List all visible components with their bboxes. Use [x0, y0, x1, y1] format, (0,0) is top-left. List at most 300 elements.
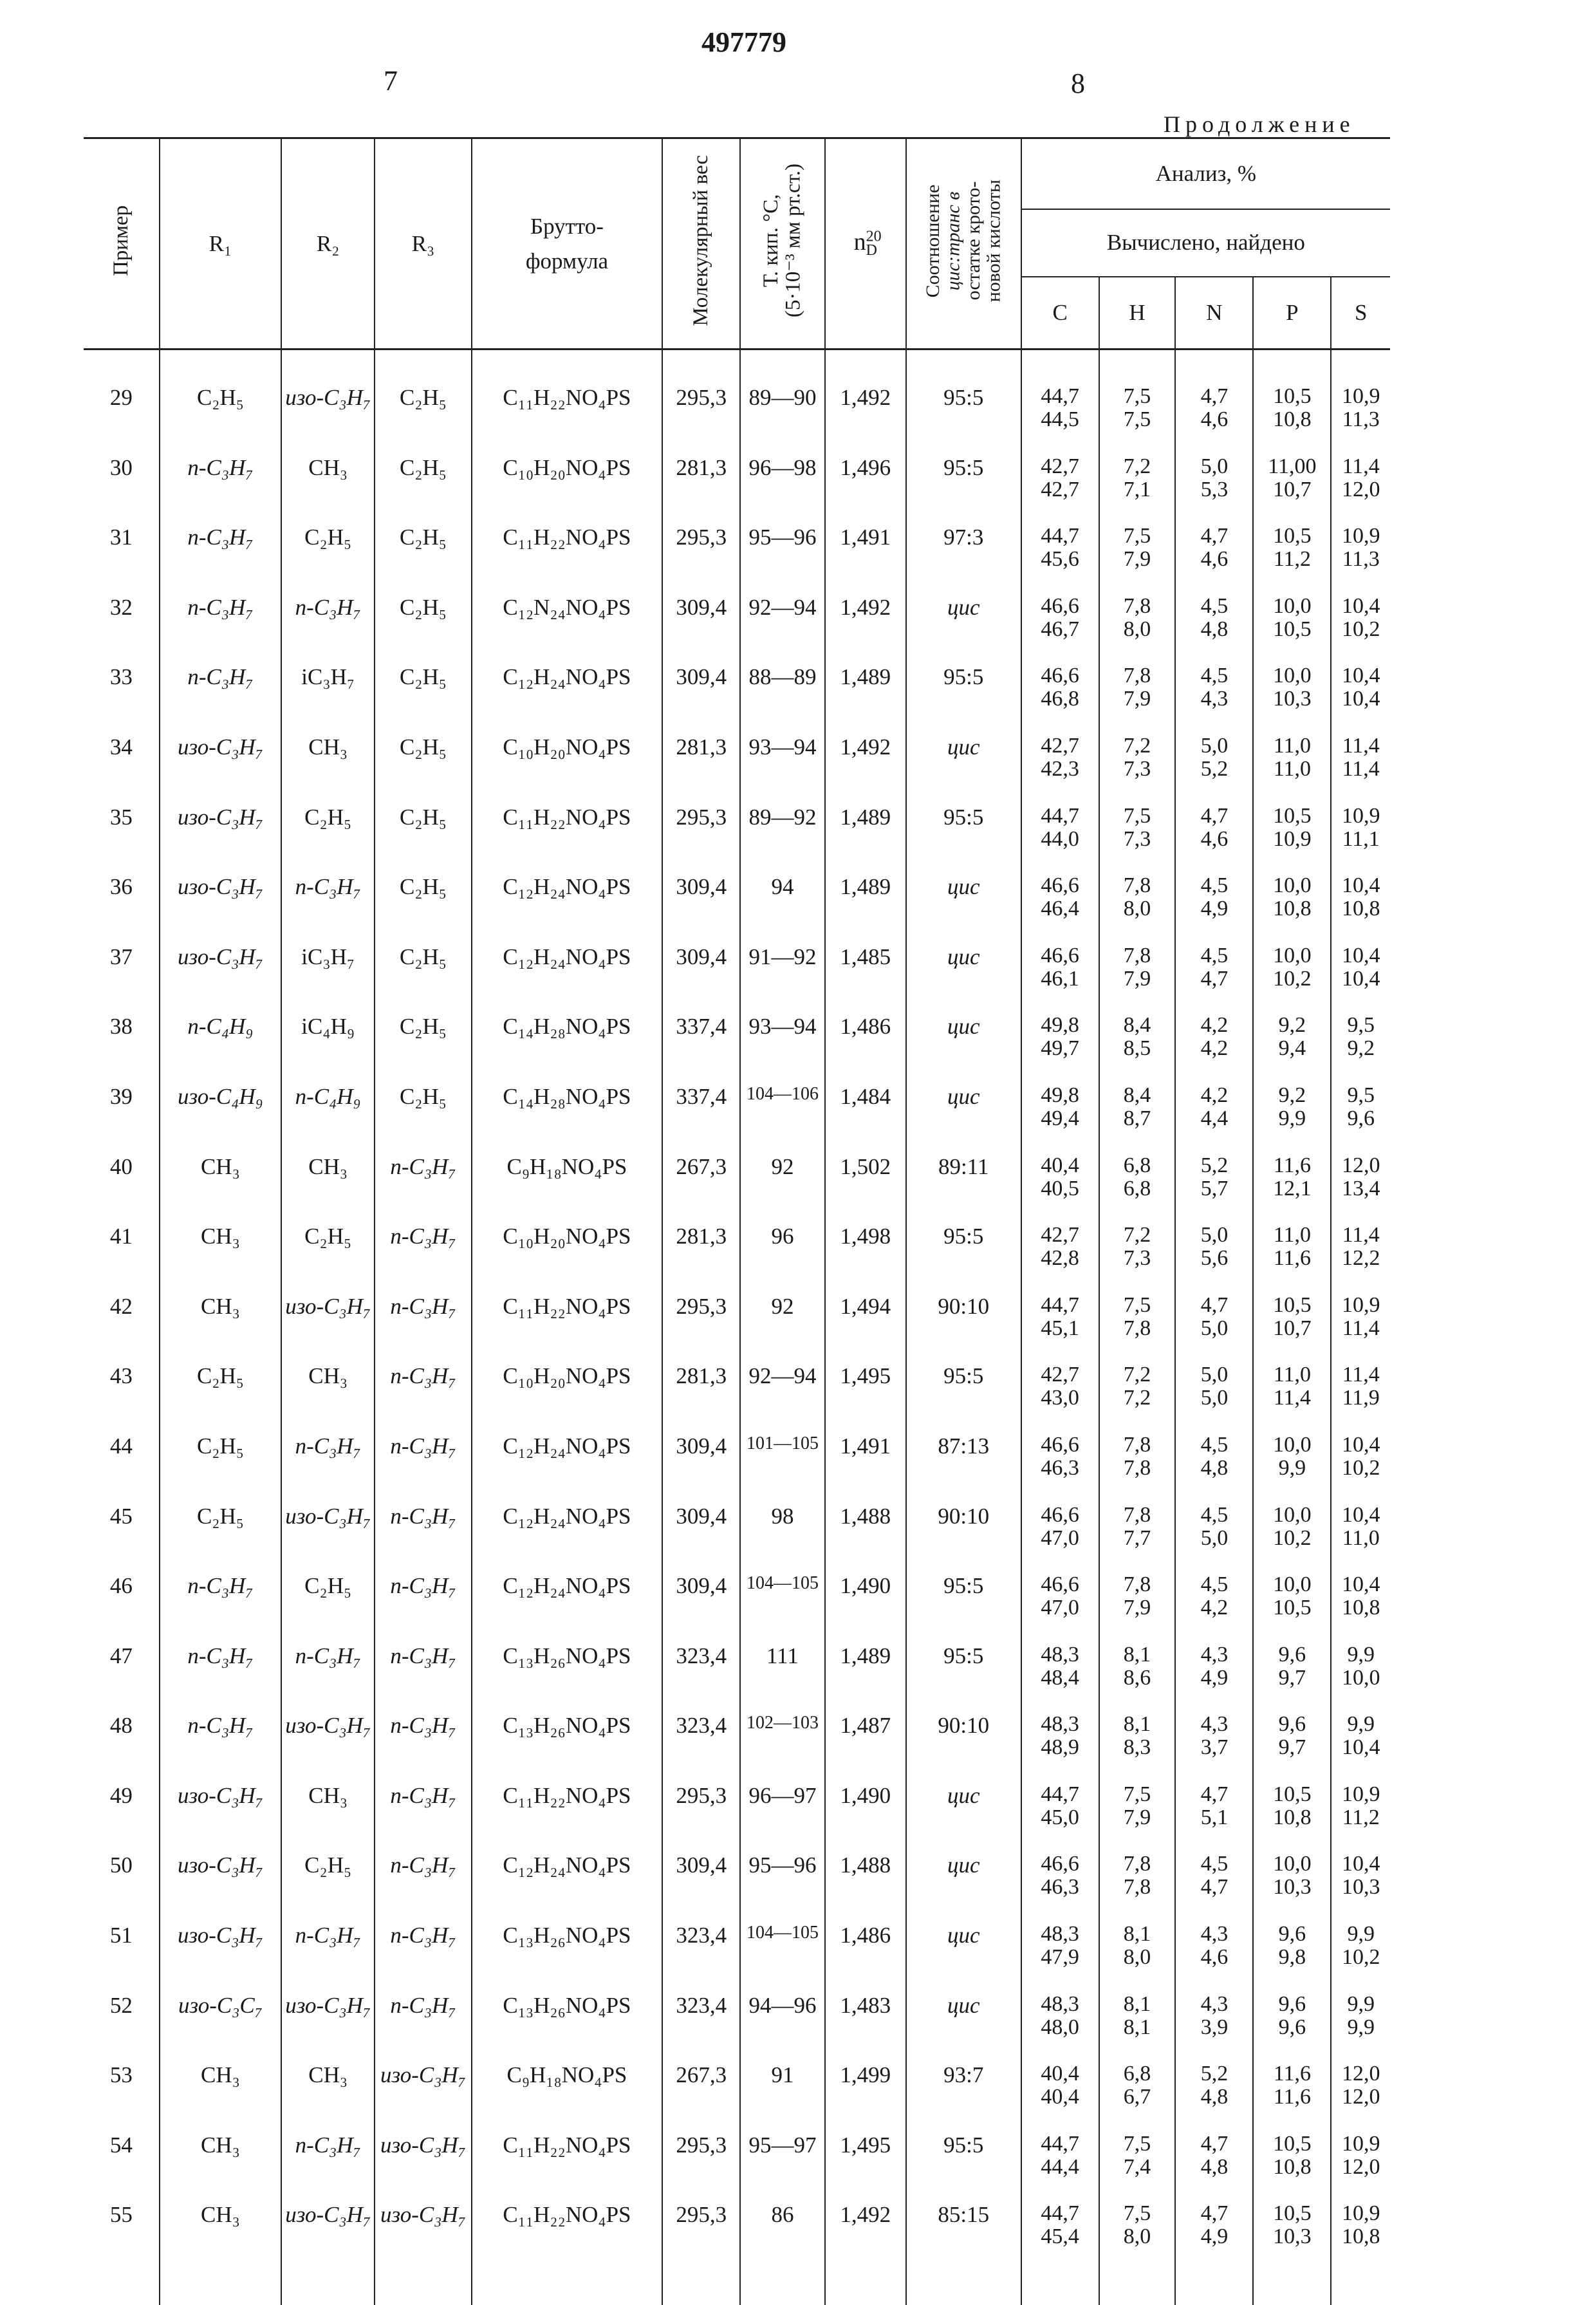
- header-bp-line1: Т. кип. °С,: [759, 194, 783, 288]
- header-analysis: Анализ, %: [1021, 138, 1390, 209]
- table-row: [84, 1911, 1390, 1981]
- refractive-index-cell: 1,498: [825, 1212, 906, 1282]
- nitrogen-cell: 4,7 4,6: [1175, 350, 1253, 443]
- carbon-cell: 46,6 46,7: [1021, 583, 1099, 653]
- table-row: [84, 2121, 1390, 2191]
- refractive-index-cell: 1,488: [825, 1492, 906, 1562]
- boiling-point-cell: 91—92: [740, 933, 824, 1003]
- sulfur-cell: 9,9 10,0: [1331, 1632, 1390, 1702]
- carbon-cell: 44,7 45,0: [1021, 1771, 1099, 1842]
- refractive-index-cell: 1,486: [825, 1002, 906, 1072]
- r2-cell: CH₃: [281, 2051, 375, 2121]
- sulfur-cell: 10,4 10,8: [1331, 863, 1390, 933]
- nitrogen-cell: 4,5 4,9: [1175, 863, 1253, 933]
- ratio-cell: 87:13: [906, 1422, 1021, 1492]
- phosphorus-cell: 9,6 9,8: [1253, 1911, 1331, 1981]
- r2-cell: C₂H₅: [281, 1841, 375, 1911]
- boiling-point-cell: 104—105: [740, 1562, 824, 1632]
- table-row: [84, 1841, 1390, 1911]
- hydrogen-cell: 7,5 7,4: [1099, 2121, 1176, 2191]
- r3-cell: n-C₃H₇: [375, 1981, 471, 2051]
- hydrogen-cell: 8,4 8,5: [1099, 1002, 1176, 1072]
- sulfur-cell: 9,9 9,9: [1331, 1981, 1390, 2051]
- nitrogen-cell: 5,2 5,7: [1175, 1143, 1253, 1213]
- ratio-cell: 95:5: [906, 350, 1021, 443]
- r2-cell: n-C₃H₇: [281, 583, 375, 653]
- ratio-cell: 85:15: [906, 2190, 1021, 2305]
- refractive-index-cell: 1,490: [825, 1771, 906, 1842]
- r2-cell: изо-C₃H₇: [281, 350, 375, 443]
- hydrogen-cell: 7,5 7,9: [1099, 1771, 1176, 1842]
- formula-cell: C₁₂N₂₄NO₄PS: [472, 583, 663, 653]
- sulfur-cell: 10,4 11,0: [1331, 1492, 1390, 1562]
- example-cell: 41: [109, 1224, 133, 1249]
- sulfur-cell: 10,4 10,3: [1331, 1841, 1390, 1911]
- formula-cell: C₁₀H₂₀NO₄PS: [472, 1352, 663, 1422]
- formula-cell: C₁₃H₂₆NO₄PS: [472, 1911, 663, 1981]
- r1-cell: CH₃: [160, 2051, 281, 2121]
- r3-cell: изо-C₃H₇: [375, 2051, 471, 2121]
- hydrogen-cell: 7,5 7,8: [1099, 1282, 1176, 1352]
- r3-cell: C₂H₅: [375, 350, 471, 443]
- formula-cell: C₁₁H₂₂NO₄PS: [472, 2121, 663, 2191]
- r3-cell: n-C₃H₇: [375, 1562, 471, 1632]
- page-number-right: 8: [1071, 68, 1085, 99]
- page-number-left: 7: [384, 65, 398, 97]
- r3-cell: n-C₃H₇: [375, 1492, 471, 1562]
- sulfur-cell: 11,4 12,2: [1331, 1212, 1390, 1282]
- r3-cell: C₂H₅: [375, 863, 471, 933]
- example-cell: 50: [109, 1852, 133, 1878]
- sulfur-cell: 10,4 10,8: [1331, 1562, 1390, 1632]
- formula-cell: C₁₁H₂₂NO₄PS: [472, 1771, 663, 1842]
- table-row: [84, 1422, 1390, 1492]
- carbon-cell: 49,8 49,7: [1021, 1002, 1099, 1072]
- sulfur-cell: 11,4 11,9: [1331, 1352, 1390, 1422]
- boiling-point-cell: 92: [740, 1282, 824, 1352]
- nitrogen-cell: 4,7 4,8: [1175, 2121, 1253, 2191]
- r1-cell: n-C₃H₇: [160, 1632, 281, 1702]
- formula-cell: C₁₂H₂₄NO₄PS: [472, 863, 663, 933]
- ratio-cell: цис: [906, 1072, 1021, 1143]
- header-r1: R₁: [160, 138, 281, 350]
- r2-cell: n-C₄H₉: [281, 1072, 375, 1143]
- hydrogen-cell: 7,2 7,1: [1099, 443, 1176, 514]
- r1-cell: изо-C₃H₇: [160, 1911, 281, 1981]
- formula-cell: C₁₀H₂₀NO₄PS: [472, 723, 663, 793]
- phosphorus-cell: 10,5 10,7: [1253, 1282, 1331, 1352]
- mol-weight-cell: 309,4: [662, 1492, 740, 1562]
- ratio-cell: 95:5: [906, 1562, 1021, 1632]
- mol-weight-cell: 309,4: [662, 1562, 740, 1632]
- header-refractive-index: $n^{20}_D$: [825, 138, 906, 350]
- ratio-cell: цис: [906, 1911, 1021, 1981]
- r1-cell: изо-C₃H₇: [160, 1841, 281, 1911]
- nitrogen-cell: 4,7 5,1: [1175, 1771, 1253, 1842]
- r3-cell: C₂H₅: [375, 793, 471, 863]
- phosphorus-cell: 10,0 10,8: [1253, 863, 1331, 933]
- r2-cell: iC₄H₉: [281, 1002, 375, 1072]
- carbon-cell: 42,7 43,0: [1021, 1352, 1099, 1422]
- refractive-index-cell: 1,495: [825, 2121, 906, 2191]
- carbon-cell: 42,7 42,7: [1021, 443, 1099, 514]
- r1-cell: C₂H₅: [160, 1352, 281, 1422]
- r2-cell: изо-C₃H₇: [281, 1492, 375, 1562]
- phosphorus-cell: 9,6 9,7: [1253, 1632, 1331, 1702]
- ratio-cell: цис: [906, 583, 1021, 653]
- nitrogen-cell: 5,2 4,8: [1175, 2051, 1253, 2121]
- carbon-cell: 42,7 42,8: [1021, 1212, 1099, 1282]
- sulfur-cell: 12,0 12,0: [1331, 2051, 1390, 2121]
- hydrogen-cell: 8,1 8,6: [1099, 1632, 1176, 1702]
- boiling-point-cell: 95—96: [740, 1841, 824, 1911]
- table-row: [84, 583, 1390, 653]
- nitrogen-cell: 5,0 5,6: [1175, 1212, 1253, 1282]
- sulfur-cell: 10,9 11,3: [1331, 350, 1390, 443]
- r3-cell: C₂H₅: [375, 1002, 471, 1072]
- ratio-cell: 93:7: [906, 2051, 1021, 2121]
- carbon-cell: 46,6 46,8: [1021, 653, 1099, 723]
- refractive-index-cell: 1,488: [825, 1841, 906, 1911]
- header-nd-sup: 20: [866, 228, 882, 245]
- r3-cell: C₂H₅: [375, 583, 471, 653]
- hydrogen-cell: 7,8 8,0: [1099, 863, 1176, 933]
- mol-weight-cell: 309,4: [662, 863, 740, 933]
- formula-cell: C₁₁H₂₂NO₄PS: [472, 1282, 663, 1352]
- example-cell: 36: [109, 874, 133, 900]
- nitrogen-cell: 4,3 3,7: [1175, 1701, 1253, 1771]
- r3-cell: C₂H₅: [375, 653, 471, 723]
- carbon-cell: 48,3 48,9: [1021, 1701, 1099, 1771]
- r2-cell: n-C₃H₇: [281, 2121, 375, 2191]
- carbon-cell: 42,7 42,3: [1021, 723, 1099, 793]
- nitrogen-cell: 5,0 5,0: [1175, 1352, 1253, 1422]
- mol-weight-cell: 337,4: [662, 1002, 740, 1072]
- sulfur-cell: 9,5 9,2: [1331, 1002, 1390, 1072]
- example-cell: 42: [109, 1293, 133, 1319]
- carbon-cell: 44,7 44,4: [1021, 2121, 1099, 2191]
- r1-cell: n-C₃H₇: [160, 443, 281, 514]
- phosphorus-cell: 11,0 11,0: [1253, 723, 1331, 793]
- header-bp-line2: (5·10⁻³ мм рт.ст.): [781, 163, 805, 318]
- formula-cell: C₉H₁₈NO₄PS: [472, 2051, 663, 2121]
- example-cell: 47: [109, 1643, 133, 1668]
- table-row: [84, 1701, 1390, 1771]
- carbon-cell: 46,6 46,1: [1021, 933, 1099, 1003]
- formula-cell: C₁₁H₂₂NO₄PS: [472, 793, 663, 863]
- nitrogen-cell: 4,7 4,9: [1175, 2190, 1253, 2305]
- r1-cell: n-C₃H₇: [160, 513, 281, 583]
- example-cell: 51: [109, 1923, 133, 1948]
- sulfur-cell: 10,9 11,3: [1331, 513, 1390, 583]
- phosphorus-cell: 10,5 10,9: [1253, 793, 1331, 863]
- r3-cell: n-C₃H₇: [375, 1212, 471, 1282]
- r3-cell: C₂H₅: [375, 513, 471, 583]
- phosphorus-cell: 10,0 9,9: [1253, 1422, 1331, 1492]
- mol-weight-cell: 295,3: [662, 1771, 740, 1842]
- phosphorus-cell: 9,2 9,9: [1253, 1072, 1331, 1143]
- formula-cell: C₁₁H₂₂NO₄PS: [472, 350, 663, 443]
- r1-cell: CH₃: [160, 2121, 281, 2191]
- phosphorus-cell: 10,0 10,5: [1253, 583, 1331, 653]
- carbon-cell: 46,6 47,0: [1021, 1492, 1099, 1562]
- refractive-index-cell: 1,492: [825, 723, 906, 793]
- table-row: [84, 933, 1390, 1003]
- sulfur-cell: 12,0 13,4: [1331, 1143, 1390, 1213]
- nitrogen-cell: 4,5 4,8: [1175, 1422, 1253, 1492]
- boiling-point-cell: 86: [740, 2190, 824, 2305]
- boiling-point-cell: 96: [740, 1212, 824, 1282]
- mol-weight-cell: 295,3: [662, 2121, 740, 2191]
- header-boiling-point: [740, 138, 824, 350]
- hydrogen-cell: 7,5 8,0: [1099, 2190, 1176, 2305]
- example-cell: 38: [109, 1014, 133, 1040]
- header-n: N: [1175, 277, 1253, 350]
- hydrogen-cell: 8,1 8,0: [1099, 1911, 1176, 1981]
- boiling-point-cell: 94: [740, 863, 824, 933]
- boiling-point-cell: 104—106: [740, 1072, 824, 1143]
- r3-cell: n-C₃H₇: [375, 1282, 471, 1352]
- example-cell: 37: [109, 944, 133, 969]
- sulfur-cell: 10,9 10,8: [1331, 2190, 1390, 2305]
- hydrogen-cell: 8,4 8,7: [1099, 1072, 1176, 1143]
- header-h: H: [1099, 277, 1176, 350]
- nitrogen-cell: 4,2 4,4: [1175, 1072, 1253, 1143]
- sulfur-cell: 10,4 10,2: [1331, 583, 1390, 653]
- refractive-index-cell: 1,492: [825, 2190, 906, 2305]
- r2-cell: n-C₃H₇: [281, 1911, 375, 1981]
- mol-weight-cell: 281,3: [662, 1212, 740, 1282]
- refractive-index-cell: 1,490: [825, 1562, 906, 1632]
- nitrogen-cell: 4,5 4,3: [1175, 653, 1253, 723]
- boiling-point-cell: 93—94: [740, 723, 824, 793]
- sulfur-cell: 10,9 11,1: [1331, 793, 1390, 863]
- refractive-index-cell: 1,484: [825, 1072, 906, 1143]
- mol-weight-cell: 295,3: [662, 513, 740, 583]
- boiling-point-cell: 94—96: [740, 1981, 824, 2051]
- boiling-point-cell: 95—97: [740, 2121, 824, 2191]
- table-row: [84, 1981, 1390, 2051]
- hydrogen-cell: 8,1 8,1: [1099, 1981, 1176, 2051]
- example-cell: 30: [109, 454, 133, 480]
- formula-cell: C₁₄H₂₈NO₄PS: [472, 1072, 663, 1143]
- formula-cell: C₁₂H₂₄NO₄PS: [472, 1492, 663, 1562]
- formula-cell: C₁₂H₂₄NO₄PS: [472, 1422, 663, 1492]
- refractive-index-cell: 1,502: [825, 1143, 906, 1213]
- header-formula-line1: Брутто-: [530, 213, 604, 239]
- r1-cell: CH₃: [160, 2190, 281, 2305]
- phosphorus-cell: 10,5 10,8: [1253, 1771, 1331, 1842]
- refractive-index-cell: 1,489: [825, 1632, 906, 1702]
- hydrogen-cell: 6,8 6,8: [1099, 1143, 1176, 1213]
- nitrogen-cell: 4,2 4,2: [1175, 1002, 1253, 1072]
- r2-cell: C₂H₅: [281, 1562, 375, 1632]
- hydrogen-cell: 7,8 7,9: [1099, 653, 1176, 723]
- r2-cell: iC₃H₇: [281, 653, 375, 723]
- example-cell: 43: [109, 1363, 133, 1389]
- mol-weight-cell: 323,4: [662, 1632, 740, 1702]
- carbon-cell: 44,7 44,0: [1021, 793, 1099, 863]
- carbon-cell: 46,6 47,0: [1021, 1562, 1099, 1632]
- header-s: S: [1331, 277, 1390, 350]
- carbon-cell: 40,4 40,5: [1021, 1143, 1099, 1213]
- r3-cell: C₂H₅: [375, 723, 471, 793]
- phosphorus-cell: 10,0 10,5: [1253, 1562, 1331, 1632]
- r3-cell: n-C₃H₇: [375, 1422, 471, 1492]
- r2-cell: iC₃H₇: [281, 933, 375, 1003]
- table-row: [84, 2051, 1390, 2121]
- example-cell: 31: [109, 525, 133, 550]
- hydrogen-cell: 7,8 8,0: [1099, 583, 1176, 653]
- mol-weight-cell: 309,4: [662, 933, 740, 1003]
- phosphorus-cell: 10,0 10,2: [1253, 1492, 1331, 1562]
- boiling-point-cell: 89—92: [740, 793, 824, 863]
- header-example: Пример: [84, 138, 160, 350]
- r3-cell: n-C₃H₇: [375, 1352, 471, 1422]
- hydrogen-cell: 7,5 7,9: [1099, 513, 1176, 583]
- table-row: [84, 863, 1390, 933]
- table-row: [84, 1002, 1390, 1072]
- mol-weight-cell: 323,4: [662, 1911, 740, 1981]
- formula-cell: C₁₃H₂₆NO₄PS: [472, 1632, 663, 1702]
- refractive-index-cell: 1,492: [825, 583, 906, 653]
- r1-cell: изо-C₃C₇: [160, 1981, 281, 2051]
- r2-cell: CH₃: [281, 1143, 375, 1213]
- hydrogen-cell: 7,8 7,9: [1099, 1562, 1176, 1632]
- boiling-point-cell: 104—105: [740, 1911, 824, 1981]
- formula-cell: C₁₁H₂₂NO₄PS: [472, 513, 663, 583]
- example-cell: 49: [109, 1782, 133, 1808]
- sulfur-cell: 10,4 10,4: [1331, 653, 1390, 723]
- hydrogen-cell: 7,8 7,7: [1099, 1492, 1176, 1562]
- sulfur-cell: 9,9 10,4: [1331, 1701, 1390, 1771]
- table-row: [84, 1282, 1390, 1352]
- nitrogen-cell: 5,0 5,2: [1175, 723, 1253, 793]
- boiling-point-cell: 92—94: [740, 1352, 824, 1422]
- r2-cell: n-C₃H₇: [281, 863, 375, 933]
- formula-cell: C₁₀H₂₀NO₄PS: [472, 1212, 663, 1282]
- ratio-cell: 97:3: [906, 513, 1021, 583]
- formula-cell: C₁₃H₂₆NO₄PS: [472, 1981, 663, 2051]
- example-cell: 45: [109, 1503, 133, 1529]
- phosphorus-cell: 10,0 10,3: [1253, 653, 1331, 723]
- ratio-cell: 95:5: [906, 1352, 1021, 1422]
- r2-cell: изо-C₃H₇: [281, 2190, 375, 2305]
- ratio-cell: 89:11: [906, 1143, 1021, 1213]
- formula-cell: C₉H₁₈NO₄PS: [472, 1143, 663, 1213]
- carbon-cell: 49,8 49,4: [1021, 1072, 1099, 1143]
- refractive-index-cell: 1,486: [825, 1911, 906, 1981]
- hydrogen-cell: 7,2 7,3: [1099, 1212, 1176, 1282]
- r2-cell: изо-C₃H₇: [281, 1701, 375, 1771]
- r2-cell: CH₃: [281, 723, 375, 793]
- table-row: [84, 1352, 1390, 1422]
- example-cell: 29: [109, 385, 133, 410]
- nitrogen-cell: 4,7 4,6: [1175, 513, 1253, 583]
- r3-cell: n-C₃H₇: [375, 1632, 471, 1702]
- r1-cell: C₂H₅: [160, 1422, 281, 1492]
- mol-weight-cell: 295,3: [662, 1282, 740, 1352]
- nitrogen-cell: 4,3 4,6: [1175, 1911, 1253, 1981]
- carbon-cell: 46,6 46,3: [1021, 1422, 1099, 1492]
- r2-cell: C₂H₅: [281, 513, 375, 583]
- nitrogen-cell: 4,7 5,0: [1175, 1282, 1253, 1352]
- hydrogen-cell: 7,8 7,8: [1099, 1841, 1176, 1911]
- ratio-cell: цис: [906, 933, 1021, 1003]
- example-cell: 32: [109, 594, 133, 620]
- r2-cell: C₂H₅: [281, 793, 375, 863]
- mol-weight-cell: 323,4: [662, 1701, 740, 1771]
- r2-cell: n-C₃H₇: [281, 1632, 375, 1702]
- ratio-cell: 90:10: [906, 1701, 1021, 1771]
- r3-cell: n-C₃H₇: [375, 1911, 471, 1981]
- boiling-point-cell: 96—97: [740, 1771, 824, 1842]
- mol-weight-cell: 309,4: [662, 1422, 740, 1492]
- hydrogen-cell: 7,8 7,8: [1099, 1422, 1176, 1492]
- boiling-point-cell: 111: [740, 1632, 824, 1702]
- sulfur-cell: 9,9 10,2: [1331, 1911, 1390, 1981]
- ratio-cell: цис: [906, 1981, 1021, 2051]
- phosphorus-cell: 11,6 11,6: [1253, 2051, 1331, 2121]
- r2-cell: n-C₃H₇: [281, 1422, 375, 1492]
- sulfur-cell: 10,4 10,2: [1331, 1422, 1390, 1492]
- r3-cell: n-C₃H₇: [375, 1143, 471, 1213]
- refractive-index-cell: 1,489: [825, 863, 906, 933]
- refractive-index-cell: 1,496: [825, 443, 906, 514]
- r2-cell: CH₃: [281, 1352, 375, 1422]
- example-cell: 33: [109, 664, 133, 690]
- r1-cell: изо-C₃H₇: [160, 863, 281, 933]
- header-c: C: [1021, 277, 1099, 350]
- refractive-index-cell: 1,494: [825, 1282, 906, 1352]
- ratio-cell: 95:5: [906, 1632, 1021, 1702]
- hydrogen-cell: 7,5 7,5: [1099, 350, 1176, 443]
- mol-weight-cell: 309,4: [662, 653, 740, 723]
- phosphorus-cell: 11,00 10,7: [1253, 443, 1331, 514]
- mol-weight-cell: 295,3: [662, 2190, 740, 2305]
- ratio-cell: цис: [906, 723, 1021, 793]
- formula-cell: C₁₃H₂₆NO₄PS: [472, 1701, 663, 1771]
- header-p: P: [1253, 277, 1331, 350]
- example-cell: 35: [109, 804, 133, 830]
- sulfur-cell: 9,5 9,6: [1331, 1072, 1390, 1143]
- r2-cell: CH₃: [281, 443, 375, 514]
- formula-cell: C₁₂H₂₄NO₄PS: [472, 653, 663, 723]
- r1-cell: n-C₃H₇: [160, 583, 281, 653]
- mol-weight-cell: 309,4: [662, 583, 740, 653]
- header-calc-found: Вычислено, найдено: [1021, 209, 1390, 277]
- example-cell: 48: [109, 1713, 133, 1739]
- carbon-cell: 44,7 45,6: [1021, 513, 1099, 583]
- refractive-index-cell: 1,492: [825, 350, 906, 443]
- hydrogen-cell: 7,2 7,2: [1099, 1352, 1176, 1422]
- r1-cell: изо-C₃H₇: [160, 1771, 281, 1842]
- phosphorus-cell: 10,5 11,2: [1253, 513, 1331, 583]
- table-row: [84, 1632, 1390, 1702]
- phosphorus-cell: 11,6 12,1: [1253, 1143, 1331, 1213]
- sulfur-cell: 10,9 11,4: [1331, 1282, 1390, 1352]
- refractive-index-cell: 1,485: [825, 933, 906, 1003]
- ratio-cell: цис: [906, 863, 1021, 933]
- r2-cell: C₂H₅: [281, 1212, 375, 1282]
- boiling-point-cell: 101—105: [740, 1422, 824, 1492]
- r1-cell: n-C₄H₉: [160, 1002, 281, 1072]
- nitrogen-cell: 4,3 4,9: [1175, 1632, 1253, 1702]
- refractive-index-cell: 1,491: [825, 1422, 906, 1492]
- formula-cell: C₁₂H₂₄NO₄PS: [472, 1841, 663, 1911]
- boiling-point-cell: 92: [740, 1143, 824, 1213]
- phosphorus-cell: 10,0 10,2: [1253, 933, 1331, 1003]
